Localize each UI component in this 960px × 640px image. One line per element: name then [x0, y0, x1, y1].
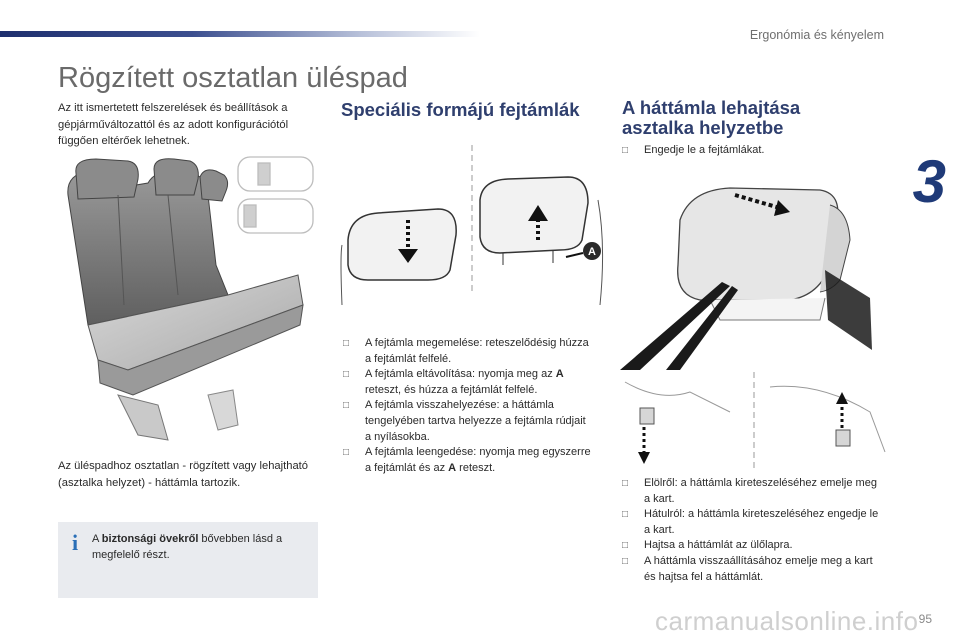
lever-up-arrow-icon — [836, 392, 848, 404]
fold-first-step — [622, 143, 872, 159]
step-text: Hajtsa a háttámlát az ülőlapra. — [644, 539, 793, 552]
bench-description: Az üléspadhoz osztatlan - rögzített vagy lehajtható (asztalka helyzet) - háttámla tartozik. — [58, 460, 309, 489]
vehicle-plan-icon — [238, 157, 313, 233]
bullet-icon: □ — [622, 478, 629, 489]
list-item — [622, 554, 884, 585]
fold-backrest-illustration — [620, 170, 888, 370]
step-text-pre: A fejtámla eltávolítása: nyomja meg az — [365, 368, 556, 381]
bullet-icon: □ — [343, 369, 350, 381]
fold-steps — [622, 476, 884, 585]
section-label: Ergonómia és kényelem — [749, 28, 884, 42]
info-box — [58, 522, 318, 598]
list-item — [343, 445, 593, 476]
bullet-icon: □ — [622, 540, 629, 552]
lever-down-arrow-icon — [638, 452, 650, 464]
headrest-illustration — [338, 145, 606, 305]
list-item — [622, 507, 884, 538]
step-text: A fejtámla visszahelyezése: a háttámla tengelyében tartva helyezze a fejtámla rúdjait a nyílásokba. — [365, 399, 586, 443]
list-item — [343, 367, 593, 398]
bullet-icon: □ — [622, 555, 629, 567]
chapter-number: 3 — [912, 148, 946, 215]
step-text-post: reteszt, és húzza a fejtámlát felfelé. — [365, 383, 538, 396]
list-item — [622, 476, 884, 507]
step-text-post: reteszt. — [456, 461, 496, 474]
bullet-icon: □ — [343, 447, 350, 459]
bench-seat-illustration — [58, 155, 320, 450]
list-item — [343, 398, 593, 445]
bullet-icon: □ — [622, 509, 629, 521]
headrest-steps — [343, 336, 593, 476]
bullet-icon: □ — [343, 400, 350, 412]
step-text: A fejtámla megemelése: reteszelődésig húzza a fejtámlát felfelé. — [365, 337, 589, 365]
page-title: Rögzített osztatlan üléspad — [58, 62, 408, 94]
page-number: 95 — [918, 612, 932, 626]
callout-a-label: A — [588, 246, 596, 258]
step-text-bold: A — [448, 461, 457, 474]
step-text: Hátulról: a háttámla kireteszeléséhez engedje le a kart. — [644, 508, 879, 536]
list-item — [343, 336, 593, 367]
info-icon: i — [71, 530, 79, 555]
watermark: carmanualsonline.info — [655, 606, 919, 636]
info-text-pre: A — [92, 533, 102, 545]
step-text-bold: A — [555, 368, 564, 381]
list-item — [622, 143, 872, 159]
bullet-icon: □ — [622, 145, 629, 156]
list-item — [622, 538, 884, 554]
bullet-icon: □ — [343, 338, 350, 349]
headrest-heading: Speciális formájú fejtámlák — [341, 99, 580, 120]
step-text: Elölről: a háttámla kireteszeléséhez emelje meg a kart. — [644, 477, 877, 505]
info-text — [92, 531, 310, 563]
step-text: A háttámla visszaállításához emelje meg a kart és hajtsa fel a háttámlát. — [644, 554, 873, 583]
header-accent-bar — [0, 31, 480, 37]
step-text: Engedje le a fejtámlákat. — [644, 144, 765, 156]
lever-detail-illustration — [620, 372, 888, 468]
intro-text: Az itt ismertetett felszerelések és beállítások a gépjárműváltozattól és az adott konfigurációtól függően eltérőek lehetnek. — [58, 102, 289, 147]
info-text-post: bővebben lásd a megfelelő részt. — [92, 533, 283, 561]
info-text-bold: biztonsági övekről — [101, 533, 199, 545]
step-text-pre: A fejtámla leengedése: nyomja meg egyszerre a fejtámlát és az — [365, 446, 591, 474]
fold-heading: A háttámla lehajtása asztalka helyzetbe — [622, 97, 801, 138]
